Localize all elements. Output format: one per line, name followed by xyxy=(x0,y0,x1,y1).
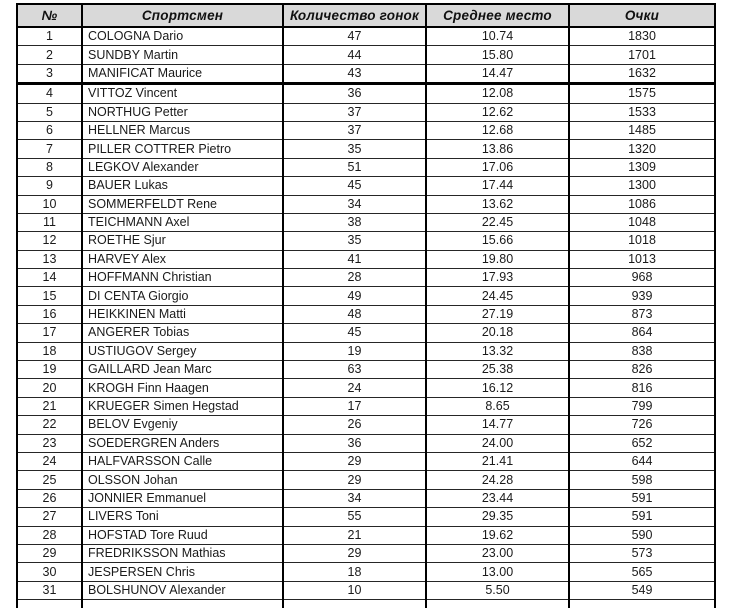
cell-points: 590 xyxy=(569,526,715,544)
cell-avg-place: 23.00 xyxy=(426,544,569,562)
cell-athlete: VITTOZ Vincent xyxy=(82,84,283,103)
cell-avg-place: 14.47 xyxy=(426,64,569,83)
cell-races: 63 xyxy=(283,361,426,379)
partial-cutoff-row xyxy=(17,600,715,608)
cell-avg-place: 24.28 xyxy=(426,471,569,489)
cell-athlete: BOLSHUNOV Alexander xyxy=(82,581,283,599)
cell-athlete: TEICHMANN Axel xyxy=(82,213,283,231)
cell-avg-place: 17.44 xyxy=(426,177,569,195)
cell-avg-place: 15.66 xyxy=(426,232,569,250)
cell-avg-place: 20.18 xyxy=(426,324,569,342)
cell-rank: 30 xyxy=(17,563,82,581)
cell-rank: 18 xyxy=(17,342,82,360)
cell-points: 838 xyxy=(569,342,715,360)
cell-athlete: SUNDBY Martin xyxy=(82,46,283,64)
cell-races: 34 xyxy=(283,489,426,507)
cell-rank: 9 xyxy=(17,177,82,195)
cell-races: 38 xyxy=(283,213,426,231)
table-row xyxy=(17,508,715,526)
cell-avg-place: 16.12 xyxy=(426,379,569,397)
cell-points: 1018 xyxy=(569,232,715,250)
cell-athlete: HALFVARSSON Calle xyxy=(82,452,283,470)
cell-rank: 20 xyxy=(17,379,82,397)
cell-points: 573 xyxy=(569,544,715,562)
table-row xyxy=(17,103,715,121)
cell-athlete: ROETHE Sjur xyxy=(82,232,283,250)
table-row xyxy=(17,379,715,397)
cell-races: 24 xyxy=(283,379,426,397)
cell-races: 29 xyxy=(283,452,426,470)
cell-races: 41 xyxy=(283,250,426,268)
cell-races: 51 xyxy=(283,158,426,176)
cell-rank: 15 xyxy=(17,287,82,305)
cell-points: 1830 xyxy=(569,27,715,46)
cell-rank: 28 xyxy=(17,526,82,544)
cell-points: 1485 xyxy=(569,121,715,139)
cell-points: 1086 xyxy=(569,195,715,213)
cell-avg-place: 23.44 xyxy=(426,489,569,507)
cell-rank: 13 xyxy=(17,250,82,268)
column-header-races: Количество гонок xyxy=(283,4,426,27)
cell-rank: 19 xyxy=(17,361,82,379)
cell-avg-place: 24.45 xyxy=(426,287,569,305)
cell-points: 549 xyxy=(569,581,715,599)
cell-athlete: FREDRIKSSON Mathias xyxy=(82,544,283,562)
cell-avg-place: 13.32 xyxy=(426,342,569,360)
cell-points: 968 xyxy=(569,269,715,287)
table-row xyxy=(17,84,715,103)
table-row xyxy=(17,471,715,489)
cell-points: 652 xyxy=(569,434,715,452)
cell-rank: 22 xyxy=(17,416,82,434)
cell-rank: 25 xyxy=(17,471,82,489)
column-header-points: Очки xyxy=(569,4,715,27)
table-header xyxy=(17,4,715,27)
cell-avg-place: 22.45 xyxy=(426,213,569,231)
cell-athlete: DI CENTA Giorgio xyxy=(82,287,283,305)
cell-points: 816 xyxy=(569,379,715,397)
column-header-rank: № xyxy=(17,4,82,27)
cell-avg-place: 19.62 xyxy=(426,526,569,544)
cell-races: 45 xyxy=(283,324,426,342)
cell-rank: 16 xyxy=(17,305,82,323)
table-row xyxy=(17,544,715,562)
table-row xyxy=(17,250,715,268)
cell-points: 1632 xyxy=(569,64,715,83)
table-row xyxy=(17,195,715,213)
cell-races: 47 xyxy=(283,27,426,46)
table-row xyxy=(17,177,715,195)
cell-points: 1701 xyxy=(569,46,715,64)
table-row xyxy=(17,324,715,342)
cell-avg-place: 13.86 xyxy=(426,140,569,158)
cell-athlete: GAILLARD Jean Marc xyxy=(82,361,283,379)
cell-athlete: OLSSON Johan xyxy=(82,471,283,489)
cell-points: 1320 xyxy=(569,140,715,158)
table-row xyxy=(17,140,715,158)
cell-athlete: KRUEGER Simen Hegstad xyxy=(82,397,283,415)
table-row xyxy=(17,64,715,83)
table-row xyxy=(17,46,715,64)
cell-rank: 4 xyxy=(17,84,82,103)
table-row xyxy=(17,452,715,470)
cell-races: 28 xyxy=(283,269,426,287)
table-row xyxy=(17,434,715,452)
cell-athlete: LEGKOV Alexander xyxy=(82,158,283,176)
cell-athlete: BAUER Lukas xyxy=(82,177,283,195)
cell-avg-place: 10.74 xyxy=(426,27,569,46)
cell-rank: 21 xyxy=(17,397,82,415)
cell-points: 1300 xyxy=(569,177,715,195)
cell-races: 37 xyxy=(283,103,426,121)
cell-avg-place: 14.77 xyxy=(426,416,569,434)
cell-points: 1575 xyxy=(569,84,715,103)
cell-rank: 24 xyxy=(17,452,82,470)
table-row xyxy=(17,305,715,323)
cell-races: 35 xyxy=(283,232,426,250)
table-row xyxy=(17,269,715,287)
cell-races: 37 xyxy=(283,121,426,139)
cell-rank: 5 xyxy=(17,103,82,121)
cell-athlete: HOFSTAD Tore Ruud xyxy=(82,526,283,544)
cell-avg-place: 12.08 xyxy=(426,84,569,103)
cell-points: 873 xyxy=(569,305,715,323)
cell-races: 44 xyxy=(283,46,426,64)
cell-rank: 10 xyxy=(17,195,82,213)
cell-points: 565 xyxy=(569,563,715,581)
cell-races: 49 xyxy=(283,287,426,305)
cell-points: 864 xyxy=(569,324,715,342)
cell-rank: 7 xyxy=(17,140,82,158)
cell-rank: 6 xyxy=(17,121,82,139)
cell-athlete: HEIKKINEN Matti xyxy=(82,305,283,323)
cell-athlete: HELLNER Marcus xyxy=(82,121,283,139)
cell-points: 644 xyxy=(569,452,715,470)
cell-races: 43 xyxy=(283,64,426,83)
cell-races: 29 xyxy=(283,471,426,489)
cell-races: 29 xyxy=(283,544,426,562)
cell-avg-place: 17.06 xyxy=(426,158,569,176)
cell-athlete: BELOV Evgeniy xyxy=(82,416,283,434)
cell-avg-place: 17.93 xyxy=(426,269,569,287)
cell-races: 10 xyxy=(283,581,426,599)
cell-races: 17 xyxy=(283,397,426,415)
table-row xyxy=(17,27,715,46)
cell-avg-place: 13.62 xyxy=(426,195,569,213)
cell-avg-place: 13.00 xyxy=(426,563,569,581)
cell-rank: 8 xyxy=(17,158,82,176)
cell-rank: 12 xyxy=(17,232,82,250)
cell-races: 36 xyxy=(283,434,426,452)
cell-athlete: COLOGNA Dario xyxy=(82,27,283,46)
athlete-stats-table xyxy=(16,3,716,608)
cell-races: 18 xyxy=(283,563,426,581)
cell-athlete: HOFFMANN Christian xyxy=(82,269,283,287)
cell-points: 726 xyxy=(569,416,715,434)
cell-races: 48 xyxy=(283,305,426,323)
cell-athlete: SOEDERGREN Anders xyxy=(82,434,283,452)
table-row xyxy=(17,213,715,231)
cell-rank: 2 xyxy=(17,46,82,64)
cell-points: 598 xyxy=(569,471,715,489)
cell-rank: 14 xyxy=(17,269,82,287)
cell-avg-place: 12.62 xyxy=(426,103,569,121)
cell-points: 1013 xyxy=(569,250,715,268)
cell-rank: 23 xyxy=(17,434,82,452)
table-row xyxy=(17,158,715,176)
cell-athlete: PILLER COTTRER Pietro xyxy=(82,140,283,158)
cell-avg-place: 19.80 xyxy=(426,250,569,268)
cell-rank: 31 xyxy=(17,581,82,599)
table-row xyxy=(17,416,715,434)
cell-points: 939 xyxy=(569,287,715,305)
cell-avg-place: 5.50 xyxy=(426,581,569,599)
cell-athlete: KROGH Finn Haagen xyxy=(82,379,283,397)
cell-athlete: JONNIER Emmanuel xyxy=(82,489,283,507)
cell-points: 799 xyxy=(569,397,715,415)
table-row xyxy=(17,526,715,544)
table-body xyxy=(17,27,715,608)
cell-rank: 29 xyxy=(17,544,82,562)
cell-athlete: USTIUGOV Sergey xyxy=(82,342,283,360)
cell-athlete: LIVERS Toni xyxy=(82,508,283,526)
cell-points: 1533 xyxy=(569,103,715,121)
cell-rank: 11 xyxy=(17,213,82,231)
cell-avg-place: 15.80 xyxy=(426,46,569,64)
table-row xyxy=(17,581,715,599)
cell-races: 34 xyxy=(283,195,426,213)
table-row xyxy=(17,342,715,360)
cell-avg-place: 21.41 xyxy=(426,452,569,470)
table-row xyxy=(17,232,715,250)
cell-avg-place: 27.19 xyxy=(426,305,569,323)
table-row xyxy=(17,361,715,379)
cell-avg-place: 12.68 xyxy=(426,121,569,139)
cell-races: 19 xyxy=(283,342,426,360)
column-header-athlete: Спортсмен xyxy=(82,4,283,27)
cell-avg-place: 25.38 xyxy=(426,361,569,379)
cell-athlete: ANGERER Tobias xyxy=(82,324,283,342)
cell-races: 21 xyxy=(283,526,426,544)
cell-races: 55 xyxy=(283,508,426,526)
column-header-avg-place: Среднее место xyxy=(426,4,569,27)
cell-athlete: JESPERSEN Chris xyxy=(82,563,283,581)
cell-races: 35 xyxy=(283,140,426,158)
cell-rank: 17 xyxy=(17,324,82,342)
cell-rank: 1 xyxy=(17,27,82,46)
table-row xyxy=(17,121,715,139)
table-row xyxy=(17,287,715,305)
cell-avg-place: 8.65 xyxy=(426,397,569,415)
cell-athlete: SOMMERFELDT Rene xyxy=(82,195,283,213)
cell-points: 591 xyxy=(569,489,715,507)
cell-avg-place: 24.00 xyxy=(426,434,569,452)
table-row xyxy=(17,397,715,415)
cell-avg-place: 29.35 xyxy=(426,508,569,526)
cell-rank: 26 xyxy=(17,489,82,507)
table-row xyxy=(17,563,715,581)
cell-races: 26 xyxy=(283,416,426,434)
cell-races: 45 xyxy=(283,177,426,195)
cell-athlete: MANIFICAT Maurice xyxy=(82,64,283,83)
cell-points: 1309 xyxy=(569,158,715,176)
header-row xyxy=(17,4,715,27)
cell-points: 826 xyxy=(569,361,715,379)
cell-rank: 3 xyxy=(17,64,82,83)
cell-points: 591 xyxy=(569,508,715,526)
cell-athlete: HARVEY Alex xyxy=(82,250,283,268)
cell-athlete: NORTHUG Petter xyxy=(82,103,283,121)
cell-points: 1048 xyxy=(569,213,715,231)
cell-races: 36 xyxy=(283,84,426,103)
cell-rank: 27 xyxy=(17,508,82,526)
table-row xyxy=(17,489,715,507)
